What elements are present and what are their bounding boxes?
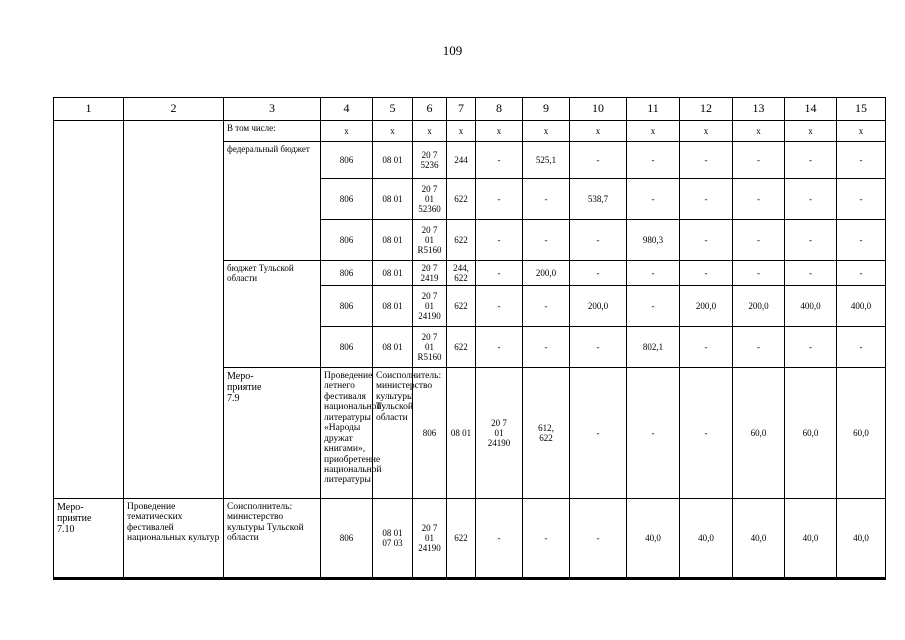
measure-description: Проведение тематических фестивалей национальных культур: [124, 499, 224, 578]
table-cell: -: [733, 179, 785, 220]
table-cell: 08 01: [373, 286, 413, 327]
table-cell: х: [523, 121, 570, 142]
table-cell: 20 7 5236: [413, 142, 447, 179]
page-number: 109: [442, 43, 463, 58]
table-cell: 622: [447, 499, 476, 578]
table-cell: 622: [447, 327, 476, 368]
table-cell: 802,1: [627, 327, 680, 368]
table-cell: 806: [321, 286, 373, 327]
header-cell: 14: [785, 98, 837, 121]
table-cell: -: [837, 220, 886, 261]
table-cell: -: [680, 179, 733, 220]
table-cell: 40,0: [627, 499, 680, 578]
table-cell: 40,0: [785, 499, 837, 578]
table-cell: -: [680, 220, 733, 261]
table-cell: 20 7 01 24190: [413, 499, 447, 578]
table-cell: 60,0: [837, 368, 886, 499]
table-cell: х: [837, 121, 886, 142]
table-cell: 400,0: [837, 286, 886, 327]
empty-cell: [54, 121, 124, 499]
table-cell: -: [733, 327, 785, 368]
table-cell: 806: [321, 327, 373, 368]
table-cell: 244: [447, 142, 476, 179]
budget-table: [53, 97, 886, 578]
table-cell: -: [837, 261, 886, 286]
table-cell: 60,0: [733, 368, 785, 499]
table-cell: х: [321, 121, 373, 142]
table-cell: 20 7 01 R5160: [413, 220, 447, 261]
header-cell: 10: [570, 98, 627, 121]
header-cell: 15: [837, 98, 886, 121]
table-cell: -: [570, 220, 627, 261]
table-row: [54, 499, 886, 578]
table-cell: 622: [447, 179, 476, 220]
header-cell: 7: [447, 98, 476, 121]
table-cell: -: [476, 142, 523, 179]
table-cell: 20 7 01 24190: [476, 368, 523, 499]
table-cell: 200,0: [733, 286, 785, 327]
table-cell: 400,0: [785, 286, 837, 327]
table-cell: х: [680, 121, 733, 142]
table-cell: 980,3: [627, 220, 680, 261]
table-cell: -: [523, 179, 570, 220]
table-cell: 806: [413, 368, 447, 499]
table-cell: -: [627, 368, 680, 499]
header-cell: 9: [523, 98, 570, 121]
including-label: В том числе:: [224, 121, 321, 142]
header-cell: 3: [224, 98, 321, 121]
header-cell: 13: [733, 98, 785, 121]
table-cell: -: [680, 142, 733, 179]
regional-budget-label: бюджет Тульской области: [224, 261, 321, 368]
header-row: [54, 98, 886, 121]
table-cell: 08 01: [373, 327, 413, 368]
table-cell: 806: [321, 261, 373, 286]
table-cell: -: [523, 499, 570, 578]
table-cell: 20 7 01 52360: [413, 179, 447, 220]
table-cell: -: [785, 142, 837, 179]
table-cell: 20 7 01 R5160: [413, 327, 447, 368]
table-cell: -: [680, 261, 733, 286]
table-cell: 40,0: [837, 499, 886, 578]
header-cell: 12: [680, 98, 733, 121]
table-cell: -: [785, 261, 837, 286]
federal-budget-label: федеральный бюджет: [224, 142, 321, 261]
table-cell: -: [680, 327, 733, 368]
table-cell: 538,7: [570, 179, 627, 220]
empty-cell: [124, 121, 224, 499]
header-cell: 8: [476, 98, 523, 121]
table-cell: -: [523, 327, 570, 368]
table-cell: 60,0: [785, 368, 837, 499]
header-cell: 5: [373, 98, 413, 121]
table-cell: 806: [321, 499, 373, 578]
table-cell: х: [373, 121, 413, 142]
table-cell: -: [476, 499, 523, 578]
header-cell: 4: [321, 98, 373, 121]
table-cell: -: [785, 327, 837, 368]
table-cell: -: [627, 286, 680, 327]
table-cell: 200,0: [680, 286, 733, 327]
table-cell: -: [570, 142, 627, 179]
table-cell: -: [733, 142, 785, 179]
table-cell: 08 01: [373, 142, 413, 179]
table-cell: 20 7 2419: [413, 261, 447, 286]
table-cell: 525,1: [523, 142, 570, 179]
table-cell: 200,0: [570, 286, 627, 327]
table-cell: 40,0: [733, 499, 785, 578]
table-cell: -: [733, 261, 785, 286]
table-cell: 40,0: [680, 499, 733, 578]
table-cell: -: [680, 368, 733, 499]
table-cell: -: [476, 220, 523, 261]
table-cell: 08 01: [447, 368, 476, 499]
table-cell: 200,0: [523, 261, 570, 286]
table-cell: х: [785, 121, 837, 142]
table-cell: 806: [321, 179, 373, 220]
table-cell: -: [476, 286, 523, 327]
table-cell: 622: [447, 220, 476, 261]
header-cell: 2: [124, 98, 224, 121]
table-cell: 806: [321, 220, 373, 261]
table-cell: х: [733, 121, 785, 142]
table-cell: х: [447, 121, 476, 142]
table-cell: 612, 622: [523, 368, 570, 499]
header-cell: 11: [627, 98, 680, 121]
table-cell: 08 01 07 03: [373, 499, 413, 578]
table-cell: -: [627, 261, 680, 286]
table-cell: -: [476, 261, 523, 286]
table-cell: -: [733, 220, 785, 261]
table-cell: -: [570, 499, 627, 578]
table-cell: -: [570, 368, 627, 499]
table-cell: 244, 622: [447, 261, 476, 286]
table-cell: 08 01: [373, 179, 413, 220]
table-cell: 806: [321, 142, 373, 179]
header-cell: 1: [54, 98, 124, 121]
table-cell: -: [570, 261, 627, 286]
table-bottom-rule: [53, 578, 886, 580]
measure-id: Меро- приятие 7.10: [54, 499, 124, 578]
measure-id: Меро- приятие 7.9: [224, 368, 321, 499]
table-cell: х: [627, 121, 680, 142]
table-cell: х: [476, 121, 523, 142]
table-row: [54, 121, 886, 142]
table-cell: -: [837, 142, 886, 179]
table-cell: -: [523, 220, 570, 261]
table-cell: -: [785, 220, 837, 261]
header-cell: 6: [413, 98, 447, 121]
co-executor: Соисполнитель: министерство культуры Тульской области: [224, 499, 321, 578]
table-cell: -: [476, 179, 523, 220]
table-cell: -: [837, 179, 886, 220]
table-cell: 08 01: [373, 220, 413, 261]
table-cell: -: [570, 327, 627, 368]
table-cell: -: [476, 327, 523, 368]
table-cell: -: [627, 142, 680, 179]
table-cell: -: [785, 179, 837, 220]
table-cell: х: [413, 121, 447, 142]
table-cell: 08 01: [373, 261, 413, 286]
measure-description: Проведение летнего фестиваля национальной литературы «Народы дружат книгами», приобретение национальной литературы: [321, 368, 373, 499]
co-executor: Соисполнитель: министерство культуры Тульской области: [373, 368, 413, 499]
table-cell: -: [523, 286, 570, 327]
table-cell: -: [627, 179, 680, 220]
table-cell: 622: [447, 286, 476, 327]
table-cell: х: [570, 121, 627, 142]
table-cell: -: [837, 327, 886, 368]
table-cell: 20 7 01 24190: [413, 286, 447, 327]
